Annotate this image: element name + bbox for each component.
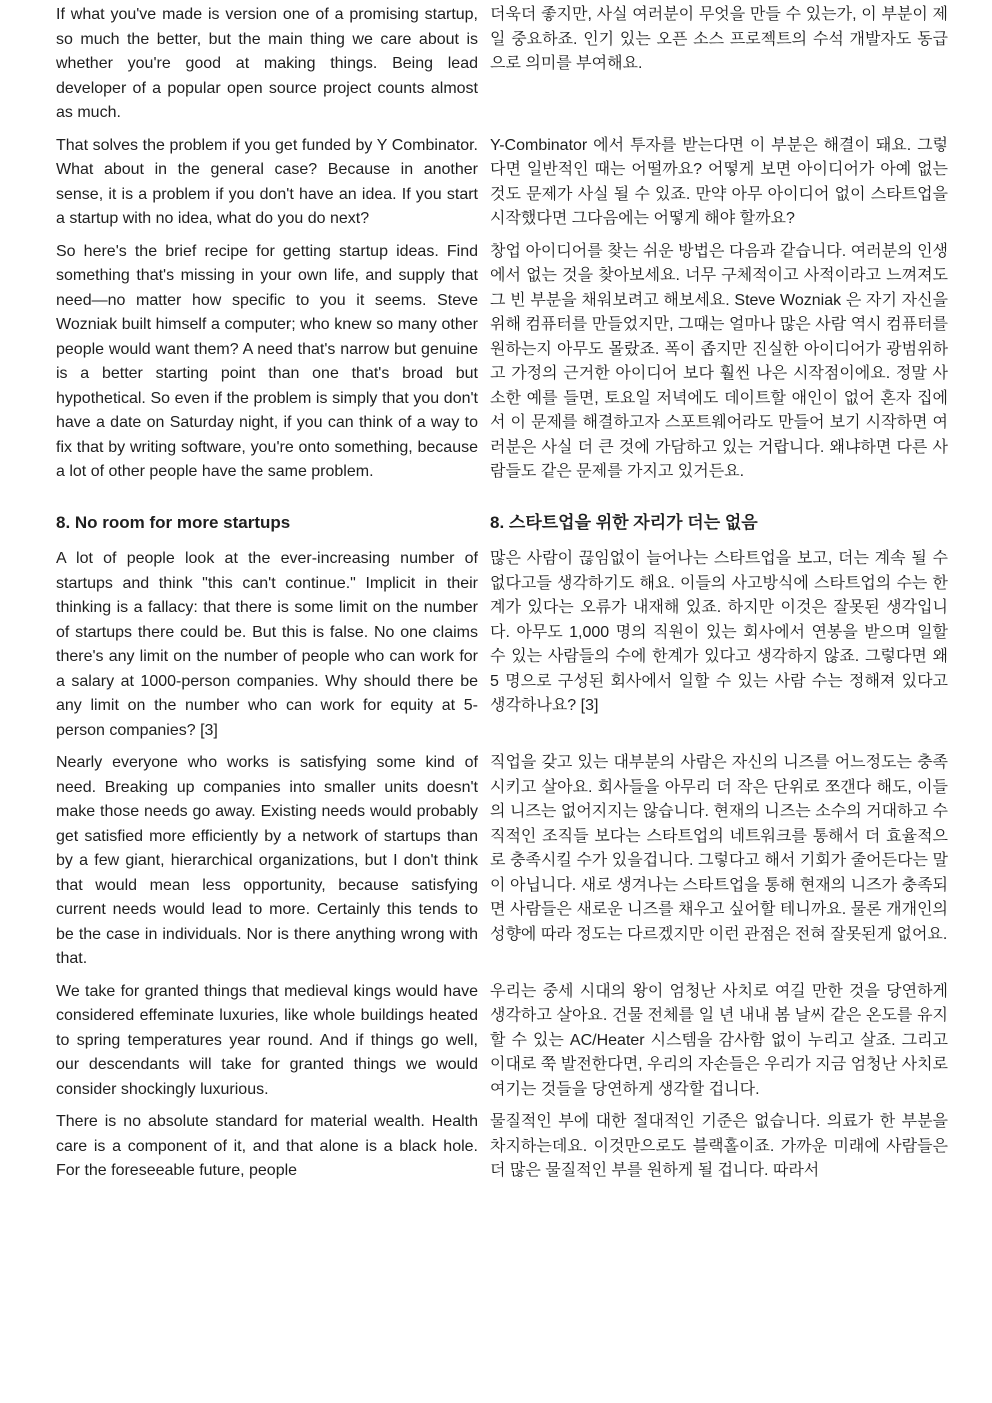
paragraph-row [56,240,950,485]
paragraph-row [56,134,950,232]
paragraph-ko: Y-Combinator 에서 투자를 받는다면 이 부분은 해결이 돼요. 그렇다면 일반적인 때는 어떨까요? 어떻게 보면 아이디어가 아예 없는 것도 문제가 사실 될 수 있죠. 만약 아무 아이디어 없이 스타트업을 시작했다면 그다음에는 어떻게 해야 할까요? [490,136,948,227]
paragraph-en: We take for granted things that medieval kings would have considered effeminate luxuries, like whole buildings heated to spring temperatures year round. And if things go well, our descendants will take for granted things we would consider shockingly luxurious. [56,982,478,1098]
paragraph-ko: 많은 사람이 끊임없이 늘어나는 스타트업을 보고, 더는 계속 될 수 없다고들 생각하기도 해요. 이들의 사고방식에 스타트업의 수는 한계가 있다는 오류가 내재해 있죠. 하지만 이것은 잘못된 생각입니다. 아무도 1,000 명의 직원이 있는 회사에서 연봉을 받으며 일할 수 있는 사람들의 수에 한계가 있다고 생각하지 않죠. 그렇다면 왜 5 명으로 구성된 회사에서 일할 수 있는 사람 수는 정해져 있다고 생각하나요? [3] [490,550,948,714]
paragraph-row [56,3,950,126]
paragraph-row [56,751,950,972]
paragraph-en: A lot of people look at the ever-increasing number of startups and think "this can't continue." Implicit in their thinking is a fallacy: that there is some limit on the number of startups there could be. But this is false. No one claims there's any limit on the number of people who can work for a salary at 1000-person companies. Why should there be any limit on the number who can work for equity at 5-person companies? [3] [56,550,478,739]
paragraph-row [56,1110,950,1184]
bilingual-text-rows [56,3,950,1184]
paragraph-en: If what you've made is version one of a promising startup, so much the better, but the main thing we care about is whether you're good at making things. Being lead developer of a popular open source project counts almost as much. [56,6,478,121]
section-heading-en: 8. No room for more startups [56,512,291,532]
paragraph-ko: 더욱더 좋지만, 사실 여러분이 무엇을 만들 수 있는가, 이 부분이 제일 중요하죠. 인기 있는 오픈 소스 프로젝트의 수석 개발자도 동급으로 의미를 부여해요. [490,6,948,72]
paragraph-ko: 우리는 중세 시대의 왕이 엄청난 사치로 여길 만한 것을 당연하게 생각하고 살아요. 건물 전체를 일 년 내내 봄 날씨 같은 온도를 유지 할 수 있는 AC/Heater 시스템을 감사함 없이 누리고 살죠. 그리고 이대로 쭉 발전한다면, 우리의 자손들은 우리가 지금 엄청난 사치로 여기는 것들을 당연하게 생각할 겁니다. [490,982,948,1098]
section-heading-row [56,511,950,536]
paragraph-en: There is no absolute standard for material wealth. Health care is a component of it, and that alone is a black hole. For the foreseeable future, people [56,1113,478,1179]
section-heading-ko: 8. 스타트업을 위한 자리가 더는 없음 [490,512,758,532]
paragraph-ko: 창업 아이디어를 찾는 쉬운 방법은 다음과 같습니다. 여러분의 인생에서 없는 것을 찾아보세요. 너무 구체적이고 사적이라고 느껴져도 그 빈 부분을 채워보려고 해보세요. Steve Wozniak 은 자기 자신을 위해 컴퓨터를 만들었지만, 그때는 얼마나 많은 사람 역시 컴퓨터를 원하는지 아무도 몰랐죠. 폭이 좁지만 진실한 아이디어가 광범위하고 가정의 근거한 아이디어 보다 훨씬 나은 시작점이에요. 정말 사소한 예를 들면, 토요일 저녁에도 데이트할 애인이 없어 혼자 집에서 이 문제를 해결하고자 스포트웨어라도 만들어 보기 시작하면 여러분은 사실 더 큰 것에 가담하고 있는 거랍니다. 왜냐하면 다른 사람들도 같은 문제를 가지고 있거든요. [490,242,948,480]
paragraph-row [56,980,950,1103]
paragraph-ko: 물질적인 부에 대한 절대적인 기준은 없습니다. 의료가 한 부분을 차지하는데요. 이것만으로도 블랙홀이죠. 가까운 미래에 사람들은 더 많은 물질적인 부를 원하게 될 겁니다. 따라서 [490,1113,948,1179]
paragraph-en: That solves the problem if you get funded by Y Combinator. What about in the general case? Because in another sense, it is a problem if you don't have an idea. If you start a startup with no idea, what do you do next? [56,136,478,227]
paragraph-en: Nearly everyone who works is satisfying some kind of need. Breaking up companies into smaller units doesn't make those needs go away. Existing needs would probably get satisfied more efficiently by a network of startups than by a few giant, hierarchical organizations, but I don't think that would mean less opportunity, because satisfying current needs would lead to more. Certainly this tends to be the case in individuals. Nor is there anything wrong with that. [56,754,478,967]
paragraph-ko: 직업을 갖고 있는 대부분의 사람은 자신의 니즈를 어느정도는 충족시키고 살아요. 회사들을 아무리 더 작은 단위로 쪼갠다 해도, 이들의 니즈는 없어지지는 않습니다. 현재의 니즈는 소수의 거대하고 수직적인 조직들 보다는 스타트업의 네트워크를 통해서 더 효율적으로 충족시킬 수가 있을겁니다. 그렇다고 해서 기회가 줄어든다는 말이 아닙니다. 새로 생겨나는 스타트업을 통해 현재의 니즈가 충족되면 사람들은 새로운 니즈를 채우고 싶어할 테니까요. 물론 개개인의 성향에 따라 정도는 다르겠지만 이런 관점은 전혀 잘못된게 없어요. [490,754,948,943]
paragraph-en: So here's the brief recipe for getting startup ideas. Find something that's missing in your own life, and supply that need—no matter how specific to you it seems. Steve Wozniak built himself a computer; who knew so many other people would want them? A need that's narrow but genuine is a better starting point than one that's broad but hypothetical. So even if the problem is simply that you don't have a date on Saturday night, if you can think of a way to fix that by writing software, you're onto something, because a lot of other people have the same problem. [56,242,478,480]
paragraph-row [56,547,950,743]
